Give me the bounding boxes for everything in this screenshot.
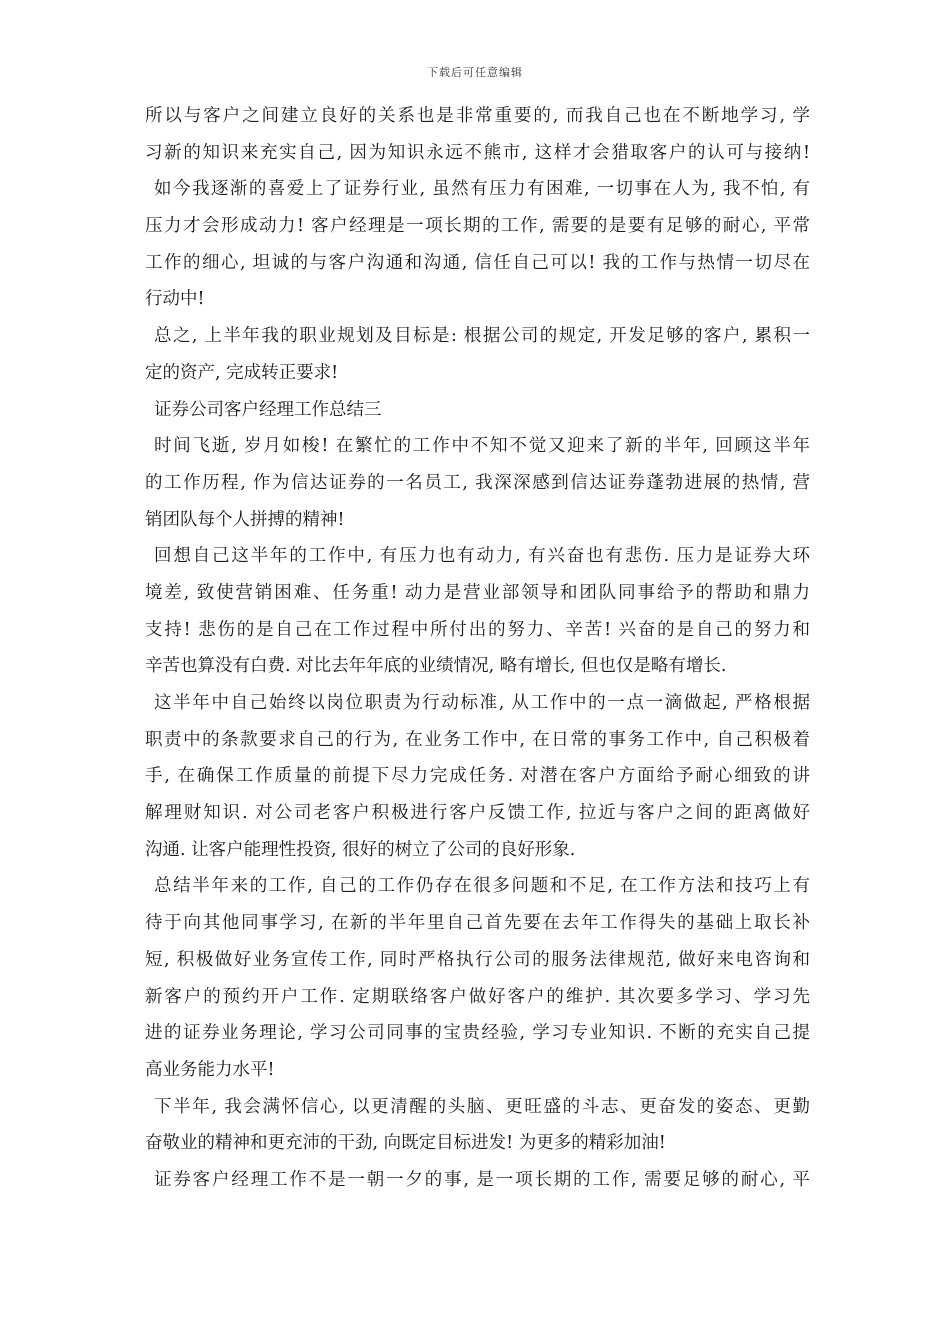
document-body: [145, 98, 810, 1199]
text-line: 奋敬业的精神和更充沛的干劲, 向既定目标进发! 为更多的精彩加油!: [145, 1133, 666, 1154]
text-line: 证券公司客户经理工作总结三: [154, 399, 382, 420]
text-line: 的工作历程, 作为信达证券的一名员工, 我深深感到信达证券蓬勃进展的热情, 营: [145, 472, 810, 493]
text-line: 职责中的条款要求自己的行为, 在业务工作中, 在日常的事务工作中, 自己积极着: [145, 729, 810, 750]
text-line: 待于向其他同事学习, 在新的半年里自己首先要在去年工作得失的基础上取长补: [145, 913, 810, 934]
text-line: 总结半年来的工作, 自己的工作仍存在很多问题和不足, 在工作方法和技巧上有: [154, 876, 810, 897]
text-line: 工作的细心, 坦诚的与客户沟通和沟通, 信任自己可以! 我的工作与热情一切尽在: [145, 252, 810, 273]
text-line: 所以与客户之间建立良好的关系也是非常重要的, 而我自己也在不断地学习, 学: [145, 106, 810, 126]
text-line: 压力才会形成动力! 客户经理是一项长期的工作, 需要的是要有足够的耐心, 平常: [145, 216, 810, 237]
text-line: 支持! 悲伤的是自己在工作过程中所付出的努力、辛苦! 兴奋的是自己的努力和: [145, 619, 810, 640]
text-line: 沟通. 让客户能理性投资, 很好的树立了公司的良好形象.: [145, 839, 576, 860]
page-header: 下载后可任意编辑: [427, 66, 523, 79]
text-line: 时间飞逝, 岁月如梭! 在繁忙的工作中不知不觉又迎来了新的半年, 回顾这半年: [154, 436, 810, 457]
text-line: 进的证券业务理论, 学习公司同事的宝贵经验, 学习专业知识. 不断的充实自己提: [145, 1023, 810, 1044]
text-line: 下半年, 我会满怀信心, 以更清醒的头脑、更旺盛的斗志、更奋发的姿态、更勤: [154, 1096, 810, 1117]
text-line: 行动中!: [145, 289, 205, 310]
text-line: 回想自己这半年的工作中, 有压力也有动力, 有兴奋也有悲伤. 压力是证券大环: [154, 546, 810, 567]
text-line: 定的资产, 完成转正要求!: [145, 362, 339, 383]
text-line: 辛苦也算没有白费. 对比去年年底的业绩情况, 略有增长, 但也仅是略有增长.: [145, 656, 727, 677]
text-line: 新客户的预约开户工作. 定期联络客户做好客户的维护. 其次要多学习、学习先: [145, 986, 810, 1007]
text-line: 销团队每个人拼搏的精神!: [145, 509, 345, 530]
text-line: 境差, 致使营销困难、任务重! 动力是营业部领导和团队同事给予的帮助和鼎力: [145, 582, 810, 603]
text-line: 总之, 上半年我的职业规划及目标是: 根据公司的规定, 开发足够的客户, 累积一: [154, 326, 810, 347]
text-line: 习新的知识来充实自己, 因为知识永远不熊市, 这样才会猎取客户的认可与接纳!: [145, 142, 810, 163]
text-line: 如今我逐渐的喜爱上了证券行业, 虽然有压力有困难, 一切事在人为, 我不怕, 有: [154, 179, 810, 200]
text-line: 解理财知识. 对公司老客户积极进行客户反馈工作, 拉近与客户之间的距离做好: [145, 803, 810, 824]
text-line: 短, 积极做好业务宣传工作, 同时严格执行公司的服务法律规范, 做好来电咨询和: [145, 949, 810, 970]
text-line: 这半年中自己始终以岗位职责为行动标准, 从工作中的一点一滴做起, 严格根据: [154, 693, 810, 713]
text-line: 证券客户经理工作不是一朝一夕的事, 是一项长期的工作, 需要足够的耐心, 平: [154, 1169, 810, 1190]
text-line: 高业务能力水平!: [145, 1059, 275, 1080]
text-line: 手, 在确保工作质量的前提下尽力完成任务. 对潜在客户方面给予耐心细致的讲: [145, 766, 810, 787]
